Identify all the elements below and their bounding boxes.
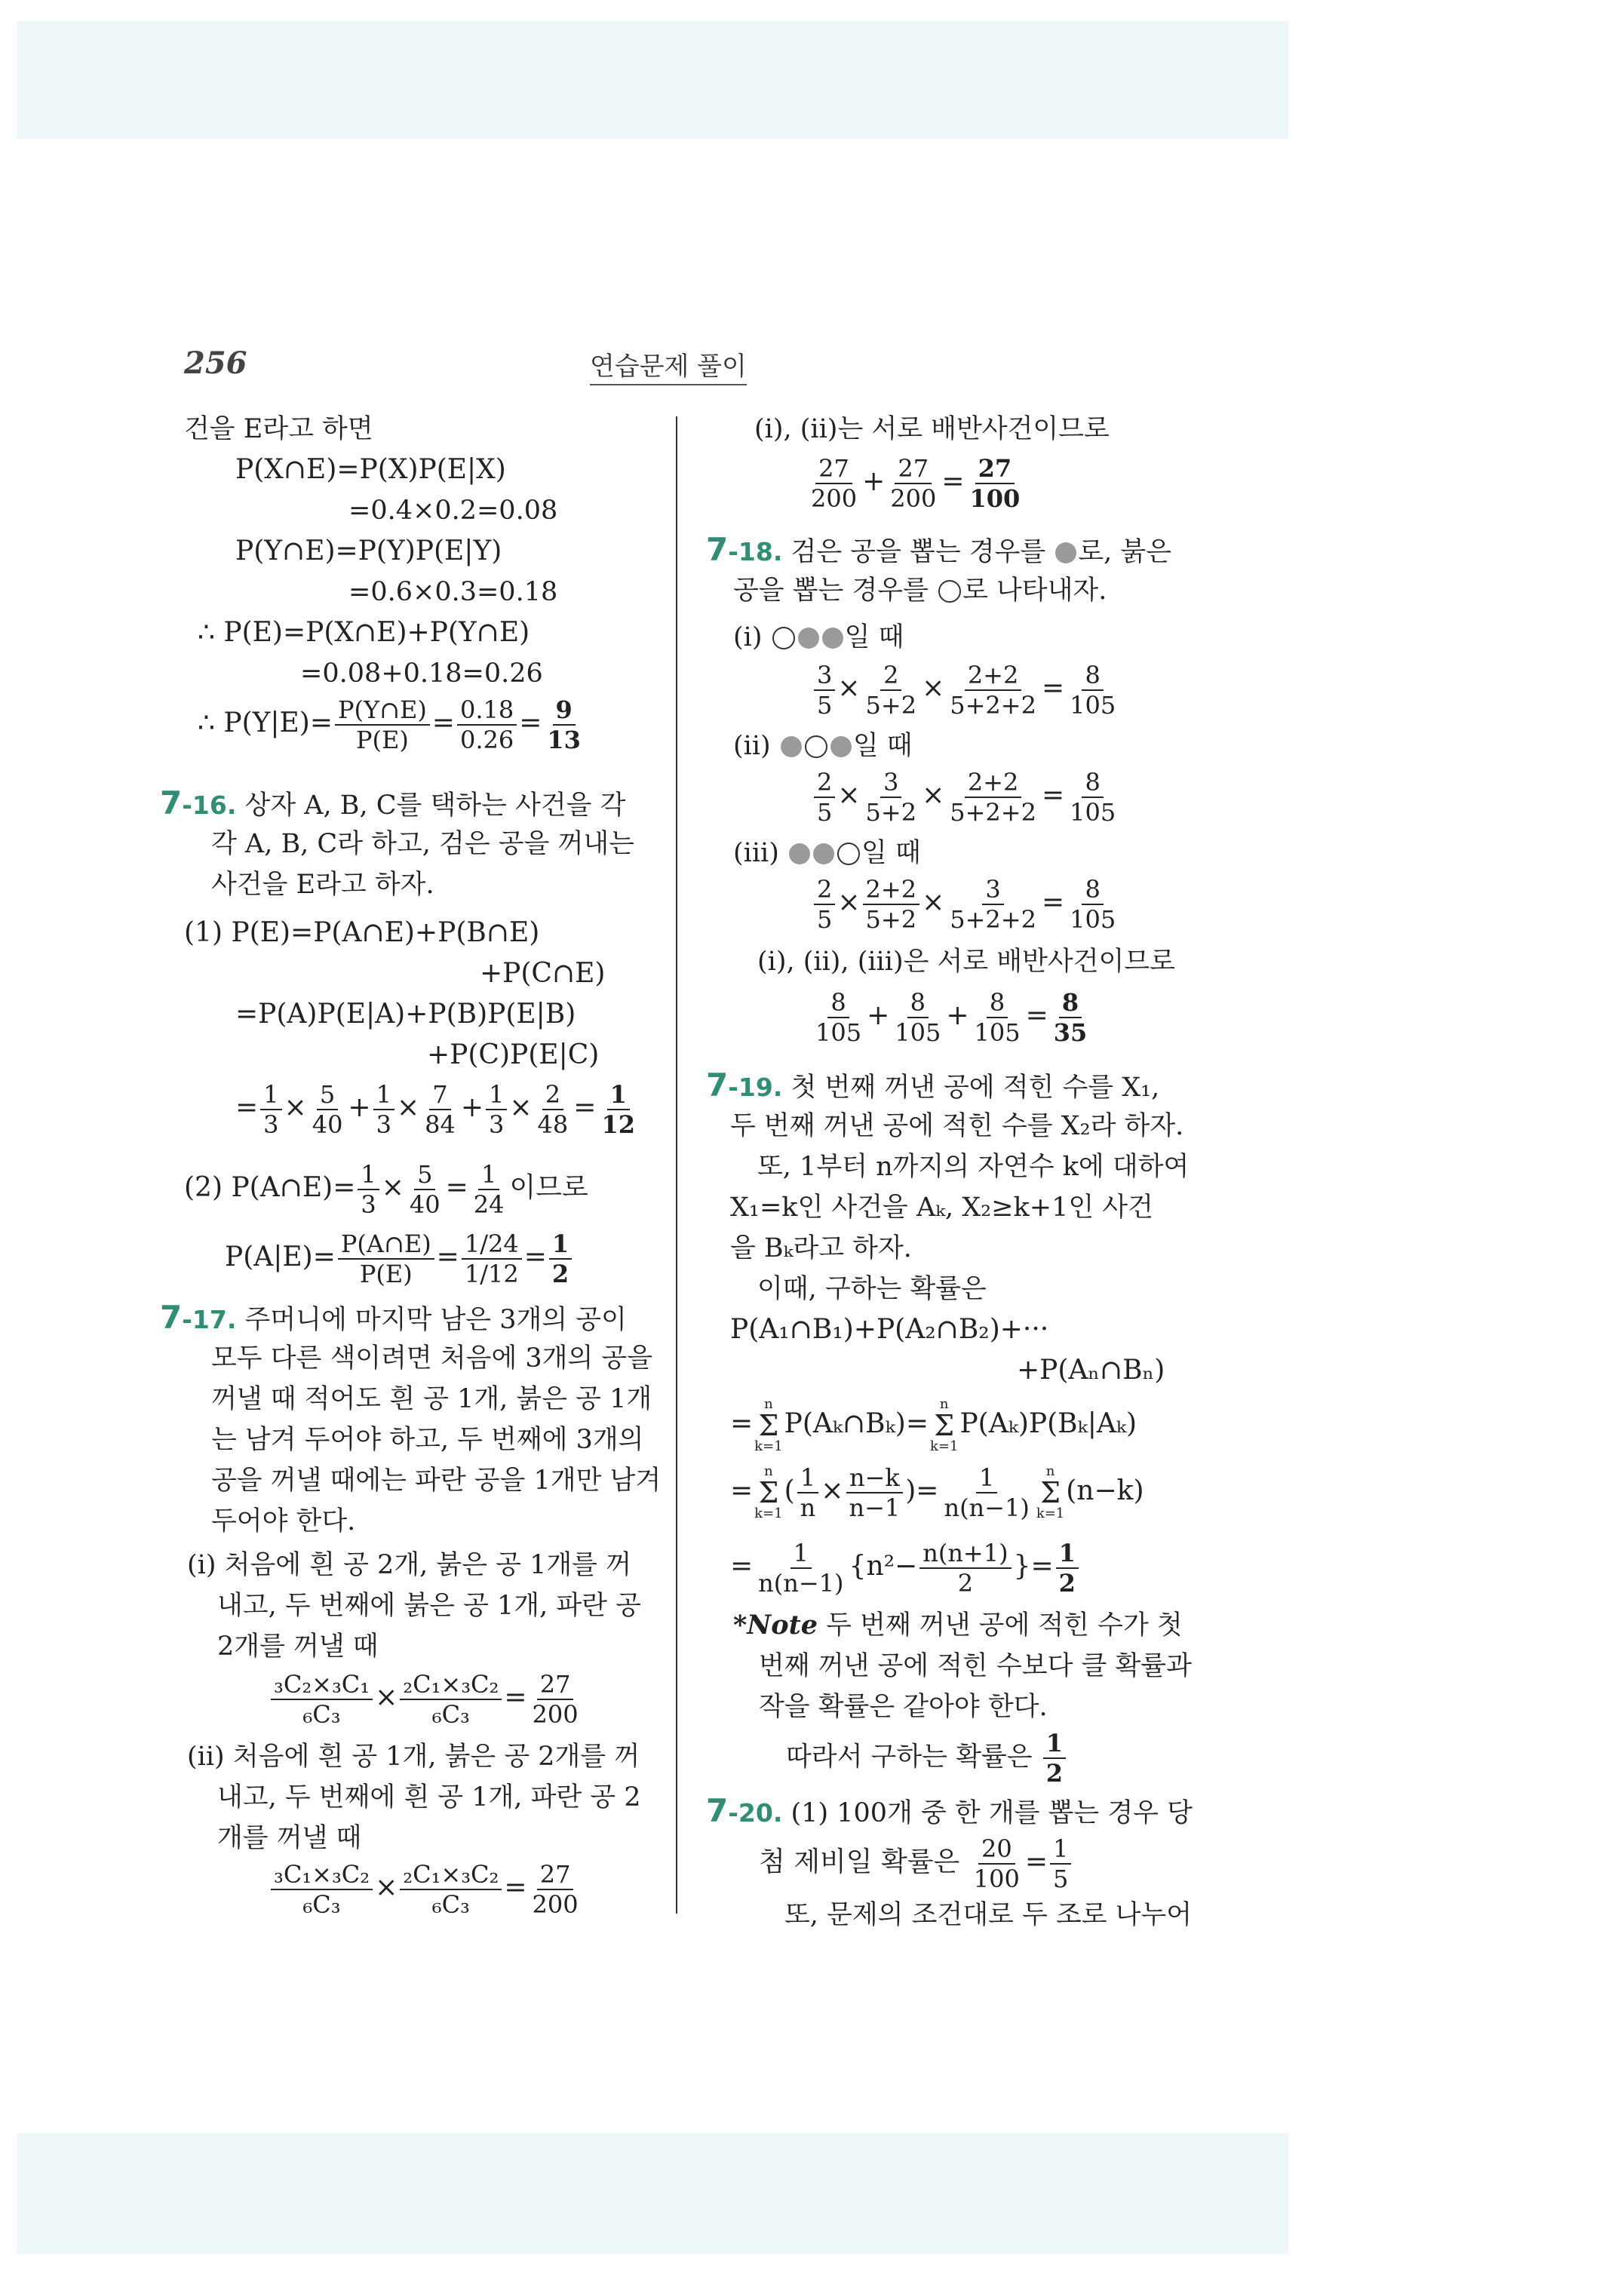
- denominator: 200: [532, 1890, 579, 1919]
- numerator: 3: [880, 768, 901, 798]
- problem-number-sub: -18.: [728, 537, 783, 566]
- numerator: 27: [975, 454, 1015, 484]
- text-line: 첫 번째 꺼낸 공에 적힌 수를 X₁,: [791, 1073, 1160, 1103]
- denominator: n: [800, 1493, 816, 1522]
- equation-line: =0.6×0.3=0.18: [348, 577, 558, 607]
- equation-line: P(A|E)= $\frac{P(A\cap E)}{P(E)}$ = $\frac{1/24}{1/12}$ = $\frac{1}{2}$: [225, 1229, 574, 1288]
- numerator: 27: [895, 454, 932, 484]
- fraction: [812, 988, 864, 1047]
- equation-line: 첨 제비일 확률은 $\frac{20}{100}$ = $\frac{1}{5}$: [759, 1834, 1073, 1893]
- problem-7-20-line: [706, 1791, 1193, 1834]
- fraction: [947, 661, 1039, 720]
- numerator: 1: [358, 1160, 379, 1190]
- fraction: [260, 1080, 281, 1139]
- numerator: 2: [814, 875, 835, 905]
- numerator: 1: [549, 1229, 572, 1260]
- black-ball-icon: [822, 628, 843, 649]
- numerator: 0.18: [457, 695, 517, 726]
- denominator: 40: [409, 1190, 441, 1219]
- numerator: 1: [1056, 1539, 1079, 1569]
- denominator: 5+2+2: [950, 798, 1036, 827]
- denominator: 105: [974, 1018, 1021, 1047]
- numerator: 8: [907, 988, 929, 1018]
- text-line: 건을 E라고 하면: [184, 414, 373, 444]
- numerator: 2: [542, 1080, 563, 1110]
- denominator: P(E): [359, 1260, 413, 1288]
- text-line: 두 번째 꺼낸 공에 적힌 수가 첫: [826, 1610, 1183, 1641]
- fraction: [486, 1080, 507, 1139]
- numerator: 1: [478, 1160, 499, 1190]
- fraction: [1043, 1729, 1066, 1788]
- page-number: 256: [184, 345, 247, 381]
- numerator: 5: [414, 1160, 435, 1190]
- numerator: 8: [1082, 768, 1103, 798]
- numerator: 5: [317, 1080, 338, 1110]
- denominator: 24: [473, 1190, 505, 1219]
- problem-number: [706, 1792, 782, 1829]
- black-ball-icon: [781, 736, 802, 757]
- text-line: 번째 꺼낸 공에 적힌 수보다 클 확률과: [759, 1651, 1192, 1681]
- denominator: 5: [817, 798, 833, 827]
- sum-upper: n: [764, 1396, 773, 1412]
- sum-lower: k=1: [1036, 1506, 1065, 1521]
- equation-line: =0.4×0.2=0.08: [348, 496, 558, 526]
- numerator: 2+2: [965, 768, 1022, 798]
- denominator: 2: [551, 1260, 569, 1288]
- equation-line: = n Σ k=1 ( $\frac{1}{n}$ × $\frac{n-k}{n-1}$ )= $\frac{1}{n(n-1)}$ n Σ k=1 (n−k): [730, 1463, 1144, 1522]
- black-ball-icon: [813, 843, 834, 864]
- fraction: [863, 768, 920, 827]
- denominator: 5: [817, 905, 833, 934]
- denominator: 3: [376, 1110, 391, 1139]
- fraction: [814, 768, 835, 827]
- fraction: [271, 1860, 373, 1919]
- denominator: ₆C₃: [302, 1700, 341, 1729]
- denominator: 200: [890, 484, 937, 513]
- denominator: 40: [312, 1110, 343, 1139]
- text-line: 두어야 한다.: [211, 1506, 356, 1536]
- fraction: [544, 695, 584, 754]
- equation-line: $\frac{3}{5}$ × $\frac{2}{5+2}$ × $\frac{2+2}{5+2+2}$ = $\frac{8}{105}$: [812, 661, 1121, 720]
- text-line: 는 남겨 두어야 하고, 두 번째에 3개의: [211, 1425, 644, 1455]
- denominator: 100: [969, 484, 1021, 513]
- equation-line: =P(A)P(E|A)+P(B)P(E|B): [235, 999, 576, 1030]
- equation-line: $\frac{8}{105}$ + $\frac{8}{105}$ + $\frac{8}{105}$ = $\frac{8}{35}$: [810, 988, 1092, 1047]
- numerator: 8: [987, 988, 1008, 1018]
- equation-line: P(X∩E)=P(X)P(E|X): [235, 454, 506, 485]
- problem-number-sub: -16.: [182, 790, 237, 820]
- fraction: [400, 1670, 502, 1729]
- text-line: (i), (ii), (iii)은 서로 배반사건이므로: [757, 947, 1175, 977]
- text-line: X₁=k인 사건을 Aₖ, X₂≥k+1인 사건: [730, 1193, 1153, 1223]
- numerator: P(Y∩E): [335, 695, 430, 726]
- problem-number: [160, 784, 236, 821]
- fraction: [972, 988, 1024, 1047]
- fraction: [863, 661, 920, 720]
- sum-sign: Σ: [758, 1476, 779, 1509]
- fraction: [530, 1670, 582, 1729]
- denominator: 5+2: [865, 905, 917, 934]
- equation-line: $\frac{27}{200}$ + $\frac{27}{200}$ = $\frac{27}{100}$: [806, 454, 1025, 513]
- problem-number: [706, 1067, 782, 1104]
- fraction: [797, 1463, 819, 1522]
- numerator: 1: [607, 1080, 630, 1110]
- black-ball-icon: [830, 736, 852, 757]
- numerator: 1: [1043, 1729, 1066, 1759]
- denominator: 3: [361, 1190, 376, 1219]
- fraction: [947, 875, 1039, 934]
- equation-line: = $\frac{1}{3}$ × $\frac{5}{40}$ + $\frac{1}{3}$ × $\frac{7}{84}$ + $\frac{1}{3}$ × $\frac{2}{48}$ = $\frac{1}{12}$: [235, 1080, 640, 1139]
- numerator: 8: [827, 988, 849, 1018]
- text-line: 검은 공을 뽑는 경우를: [791, 537, 1046, 567]
- sum-upper: n: [939, 1396, 949, 1412]
- denominator: 5+2: [865, 798, 917, 827]
- text-line: 작을 확률은 같아야 한다.: [759, 1692, 1048, 1722]
- equation-line: [786, 1729, 1068, 1788]
- fraction: [471, 1160, 508, 1219]
- numerator: 3: [982, 875, 1003, 905]
- equation-line: [198, 695, 586, 754]
- fraction: [814, 875, 835, 934]
- denominator: 3: [263, 1110, 279, 1139]
- sum-lower: k=1: [754, 1438, 783, 1454]
- note-label: *Note: [733, 1610, 818, 1641]
- equation-line: $\frac{2}{5}$ × $\frac{3}{5+2}$ × $\frac{2+2}{5+2+2}$ = $\frac{8}{105}$: [812, 768, 1121, 827]
- numerator: 1: [1050, 1834, 1071, 1865]
- summation: [1036, 1464, 1064, 1521]
- equation-line: $\frac{\text{₃C₁×₃C₂}}{\text{₆C₃}}$ × $\frac{\text{₂C₁×₃C₂}}{\text{₆C₃}}$ = $\frac{27}{200}$: [269, 1860, 584, 1919]
- fraction: [892, 988, 944, 1047]
- denominator: n−1: [849, 1493, 901, 1522]
- text-line: 내고, 두 번째에 붉은 공 1개, 파란 공: [217, 1591, 641, 1621]
- text-line: 사건을 E라고 하자.: [211, 870, 434, 900]
- denominator: 5+2+2: [950, 691, 1036, 720]
- black-ball-icon: [789, 843, 810, 864]
- equation-text: (n−k): [1066, 1475, 1144, 1506]
- fraction: [808, 454, 860, 513]
- text-line: 주머니에 마지막 남은 3개의 공이: [244, 1305, 627, 1335]
- bottom-margin-band: [17, 2133, 1288, 2254]
- problem-number-main: 7: [706, 1792, 729, 1829]
- fraction: [271, 1670, 373, 1729]
- denominator: ₆C₃: [302, 1890, 341, 1919]
- numerator: ₃C₂×₃C₁: [271, 1670, 373, 1700]
- numerator: 27: [537, 1860, 574, 1890]
- equation-line: [730, 1397, 1137, 1454]
- denominator: 35: [1053, 1018, 1088, 1047]
- problem-7-19-line: [706, 1065, 1159, 1108]
- text-line: 을 Bₖ라고 하자.: [730, 1233, 912, 1263]
- denominator: 5: [817, 691, 833, 720]
- numerator: 2: [814, 768, 835, 798]
- denominator: 3: [489, 1110, 505, 1139]
- numerator: 1: [791, 1539, 812, 1569]
- denominator: ₆C₃: [431, 1700, 470, 1729]
- equation-text: 이므로: [509, 1172, 588, 1203]
- numerator: 1: [260, 1080, 281, 1110]
- text-line: 두 번째 꺼낸 공에 적힌 수를 X₂라 하자.: [730, 1111, 1184, 1141]
- case-line: [733, 726, 913, 766]
- problem-number-sub: -19.: [728, 1073, 783, 1102]
- sum-upper: n: [764, 1463, 773, 1479]
- numerator: P(A∩E): [338, 1229, 434, 1260]
- fraction: [535, 1080, 572, 1139]
- equation-line: =0.08+0.18=0.26: [300, 658, 543, 689]
- numerator: 9: [553, 695, 576, 726]
- numerator: 2: [880, 661, 901, 691]
- summation: [930, 1397, 958, 1454]
- denominator: 5: [1053, 1865, 1069, 1893]
- fraction: [335, 695, 430, 754]
- numerator: 2+2: [965, 661, 1022, 691]
- sum-upper: n: [1045, 1463, 1055, 1479]
- fraction: [814, 661, 835, 720]
- numerator: 8: [1082, 875, 1103, 905]
- text-line: 로 나타내자.: [962, 576, 1107, 606]
- numerator: 20: [978, 1834, 1015, 1865]
- fraction: [1067, 768, 1119, 827]
- fraction: [1050, 1834, 1071, 1893]
- equation-line: $\frac{2}{5}$ × $\frac{2+2}{5+2}$ × $\frac{3}{5+2+2}$ = $\frac{8}{105}$: [812, 875, 1121, 934]
- sum-lower: k=1: [929, 1438, 959, 1454]
- case-line: [733, 617, 904, 658]
- equation-text: P(A|E)=: [225, 1242, 336, 1272]
- numerator: 3: [814, 661, 835, 691]
- red-ball-icon: [772, 627, 795, 649]
- text-line: 일 때: [844, 622, 904, 652]
- text-line: 따라서 구하는 확률은: [786, 1742, 1033, 1773]
- problem-7-18-line: [706, 530, 1171, 572]
- equation-line: (1) P(E)=P(A∩E)+P(B∩E): [184, 917, 540, 948]
- problem-number: [160, 1299, 236, 1336]
- equation-text: (2) P(A∩E)=: [184, 1172, 356, 1203]
- text-line: 일 때: [861, 838, 921, 868]
- numerator: 27: [815, 454, 852, 484]
- case-label: (ii): [733, 731, 771, 761]
- fraction: [1051, 988, 1091, 1047]
- red-ball-icon: [837, 843, 860, 865]
- text-line: 모두 다른 색이려면 처음에 3개의 공을: [211, 1343, 653, 1374]
- fraction: [598, 1080, 638, 1139]
- denominator: 5+2: [865, 691, 917, 720]
- denominator: 100: [973, 1865, 1020, 1893]
- red-ball-icon: [938, 580, 961, 603]
- equals: =: [730, 1408, 754, 1439]
- fraction: [941, 1463, 1032, 1522]
- problem-number-sub: -17.: [182, 1305, 237, 1334]
- equation-text: ∴ P(Y|E)=: [198, 708, 333, 738]
- denominator: 1/12: [464, 1260, 519, 1288]
- numerator: 2+2: [863, 875, 920, 905]
- column-divider: [676, 416, 677, 1914]
- denominator: 13: [547, 726, 581, 754]
- section-title: 연습문제 풀이: [590, 345, 747, 385]
- problem-number-main: 7: [706, 1067, 729, 1104]
- fraction: [457, 695, 517, 754]
- fraction: [755, 1539, 846, 1598]
- numerator: ₂C₁×₃C₂: [400, 1860, 502, 1890]
- case-line: [733, 833, 921, 873]
- numerator: n(n+1): [919, 1539, 1011, 1569]
- fraction: [400, 1860, 502, 1919]
- numerator: 1: [797, 1463, 818, 1493]
- black-ball-icon: [1055, 542, 1076, 563]
- denominator: 2: [1058, 1569, 1076, 1598]
- numerator: ₂C₁×₃C₂: [400, 1670, 502, 1700]
- equation-line: ∴ P(E)=P(X∩E)+P(Y∩E): [198, 617, 530, 648]
- text-line: 상자 A, B, C를 택하는 사건을 각: [244, 790, 626, 821]
- text-line: 일 때: [852, 731, 913, 761]
- equation-line: $\frac{\text{₃C₂×₃C₁}}{\text{₆C₃}}$ × $\frac{\text{₂C₁×₃C₂}}{\text{₆C₃}}$ = $\frac{27}{200}$: [269, 1670, 584, 1729]
- numerator: 8: [1082, 661, 1103, 691]
- denominator: 12: [601, 1110, 635, 1139]
- numerator: 1: [976, 1463, 997, 1493]
- text-line: (i) 처음에 흰 공 2개, 붉은 공 1개를 꺼: [187, 1550, 631, 1580]
- note-line: [733, 1605, 1183, 1646]
- denominator: 2: [1045, 1759, 1063, 1788]
- fraction: [422, 1080, 459, 1139]
- fraction: [373, 1080, 394, 1139]
- text-line: 로, 붉은: [1078, 537, 1172, 567]
- denominator: 105: [1070, 691, 1116, 720]
- fraction: [309, 1080, 346, 1139]
- denominator: 5+2+2: [950, 905, 1036, 934]
- equation-text: n²−: [866, 1551, 918, 1582]
- problem-number: [706, 531, 782, 568]
- sum-sign: Σ: [758, 1409, 779, 1442]
- summation: [754, 1397, 782, 1454]
- denominator: 105: [815, 1018, 862, 1047]
- numerator: 1: [373, 1080, 394, 1110]
- numerator: ₃C₁×₃C₂: [271, 1860, 373, 1890]
- fraction: [407, 1160, 444, 1219]
- problem-7-17-line: [160, 1297, 627, 1340]
- equation-line: +P(Aₙ∩Bₙ): [1017, 1355, 1165, 1386]
- numerator: 1: [486, 1080, 507, 1110]
- fraction: [967, 454, 1024, 513]
- fraction: [358, 1160, 379, 1219]
- text-line: 또, 1부터 n까지의 자연수 k에 대하여: [757, 1152, 1190, 1182]
- fraction: [1056, 1539, 1079, 1598]
- text-line: 2개를 꺼낼 때: [217, 1631, 379, 1662]
- equation-text: P(Aₖ)P(Bₖ|Aₖ): [959, 1408, 1137, 1439]
- fraction: [887, 454, 939, 513]
- equals: =: [431, 708, 455, 738]
- text-line: (i), (ii)는 서로 배반사건이므로: [754, 414, 1110, 444]
- text-line: 꺼낼 때 적어도 흰 공 1개, 붉은 공 1개: [211, 1384, 652, 1414]
- case-label: (i): [733, 622, 763, 652]
- text-line: 각 A, B, C라 하고, 검은 공을 꺼내는: [211, 829, 634, 859]
- fraction: [947, 768, 1039, 827]
- denominator: ₆C₃: [431, 1890, 470, 1919]
- text-line: 첨 제비일 확률은: [759, 1846, 960, 1877]
- fraction: [971, 1834, 1023, 1893]
- case-label: (iii): [733, 838, 779, 868]
- summation: [754, 1464, 782, 1521]
- fraction: [919, 1539, 1011, 1598]
- denominator: n(n−1): [758, 1569, 844, 1598]
- denominator: P(E): [355, 726, 409, 754]
- denominator: 84: [425, 1110, 456, 1139]
- fraction: [1067, 875, 1119, 934]
- problem-number-sub: -20.: [728, 1798, 783, 1828]
- equation-line: P(A₁∩B₁)+P(A₂∩B₂)+···: [730, 1314, 1049, 1345]
- denominator: n(n−1): [944, 1493, 1030, 1522]
- text-line: 개를 꺼낼 때: [217, 1823, 362, 1853]
- denominator: 200: [532, 1700, 579, 1729]
- top-margin-band: [17, 21, 1288, 139]
- fraction: [846, 1463, 903, 1522]
- text-line: (1) 100개 중 한 개를 뽑는 경우 당: [791, 1798, 1193, 1828]
- sum-sign: Σ: [1040, 1476, 1061, 1509]
- denominator: 2: [957, 1569, 974, 1598]
- problem-number-main: 7: [160, 1299, 183, 1336]
- denominator: 105: [1070, 905, 1116, 934]
- denominator: 200: [811, 484, 858, 513]
- fraction: [549, 1229, 572, 1288]
- fraction: [863, 875, 920, 934]
- equation-line: (2) P(A∩E)= $\frac{1}{3}$ × $\frac{5}{40}$ = $\frac{1}{24}$ 이므로: [184, 1160, 588, 1219]
- numerator: 8: [1059, 988, 1082, 1018]
- text-line: 또, 문제의 조건대로 두 조로 나누어: [784, 1900, 1193, 1930]
- text-line: 공을 뽑는 경우를: [733, 576, 929, 606]
- black-ball-icon: [798, 628, 819, 649]
- fraction: [338, 1229, 434, 1288]
- problem-number-main: 7: [160, 784, 183, 821]
- equals: =: [519, 708, 542, 738]
- numerator: 1/24: [462, 1229, 522, 1260]
- red-ball-icon: [805, 735, 827, 758]
- denominator: 105: [1070, 798, 1116, 827]
- denominator: 48: [537, 1110, 569, 1139]
- equation-line: +P(C∩E): [480, 958, 606, 989]
- problem-7-16-line: [160, 783, 625, 826]
- equation-line: P(Y∩E)=P(Y)P(E|Y): [235, 536, 502, 566]
- numerator: 7: [429, 1080, 450, 1110]
- numerator: n−k: [846, 1463, 903, 1493]
- sum-lower: k=1: [754, 1506, 783, 1521]
- fraction: [1067, 661, 1119, 720]
- equation-line: = $\frac{1}{n(n-1)}$ {n²− $\frac{n(n+1)}{2}$ }= $\frac{1}{2}$: [730, 1539, 1081, 1598]
- text-line: 내고, 두 번째에 흰 공 1개, 파란 공 2: [217, 1782, 641, 1813]
- sum-sign: Σ: [934, 1409, 955, 1442]
- fraction: [530, 1860, 582, 1919]
- denominator: 105: [895, 1018, 941, 1047]
- text-line: 이때, 구하는 확률은: [757, 1274, 987, 1304]
- problem-number-main: 7: [706, 531, 729, 568]
- equation-line: +P(C)P(E|C): [427, 1039, 600, 1070]
- text-line: 공을 꺼낼 때에는 파란 공을 1개만 남겨: [211, 1466, 662, 1496]
- denominator: 0.26: [459, 726, 514, 754]
- text-line: [733, 570, 1107, 611]
- numerator: 27: [537, 1670, 574, 1700]
- equation-text: P(Aₖ∩Bₖ)=: [784, 1408, 929, 1439]
- fraction: [462, 1229, 522, 1288]
- text-line: (ii) 처음에 흰 공 1개, 붉은 공 2개를 꺼: [187, 1742, 640, 1772]
